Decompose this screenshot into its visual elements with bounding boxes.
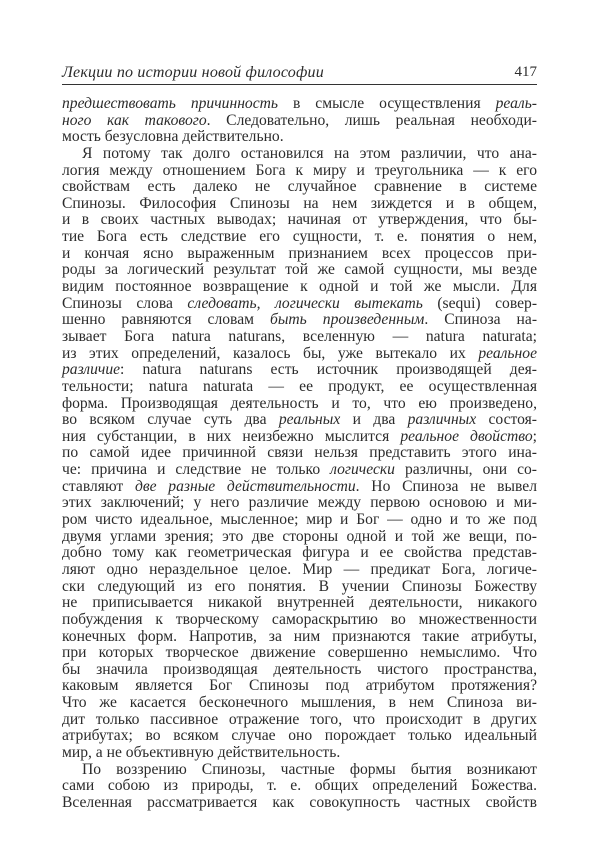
text-line [62, 745, 537, 762]
text-line [62, 612, 537, 629]
text: Спинозы. Философия Спинозы на нем зиждется и в общем, [62, 194, 537, 212]
text-line [62, 179, 537, 196]
text-line [62, 412, 537, 429]
text-line [62, 562, 537, 579]
text: и в своих частных выводах; начиная от утверждения, что бы- [62, 211, 537, 229]
text: бы значила производящая деятельность чистого пространства, [62, 660, 537, 678]
text-line [62, 196, 537, 213]
text: и кончая ясно выраженным признанием всех процессов при- [62, 244, 537, 262]
text-line [62, 512, 537, 529]
text: . Следовательно, лишь реальная необходи- [206, 111, 537, 129]
text-line [62, 462, 537, 479]
text: ; [532, 427, 537, 445]
text: различны, они со- [394, 461, 537, 479]
text: логия между отношением Бога к миру и треугольника — к его [62, 161, 537, 179]
text-line [62, 695, 537, 712]
text-line [62, 129, 537, 146]
text: добно тому как геометрическая фигура и ее свойства представ- [62, 544, 537, 562]
paragraph [62, 762, 537, 812]
text: роды за логический результат той же самой сущности, мы везде [62, 261, 537, 279]
italic-text: быть произведенным [270, 311, 425, 329]
page-body [62, 96, 537, 812]
text: двумя углами зрения; это две стороны одной и той же вещи, по- [62, 527, 537, 545]
text-line [62, 645, 537, 662]
italic-text: реальное двойство [400, 427, 533, 445]
text: Вселенная рассматривается как совокупность частных свойств [62, 793, 537, 811]
italic-text: реальных [278, 411, 341, 429]
text: . Но Спиноза не вывел [355, 477, 537, 495]
text-line [62, 579, 537, 596]
text: атрибутах; во всяком случае оно порождает только идеальный [62, 727, 537, 745]
italic-text: реальное [478, 344, 537, 362]
text-line [62, 212, 537, 229]
text-line [62, 545, 537, 562]
running-header [62, 64, 537, 85]
text: побуждения к творческому самораскрытию во множественности [62, 610, 537, 628]
text: тие Бога есть следствие его сущности, т. е. понятия о нем, [62, 228, 537, 246]
text: из этих определений, казалось бы, уже вытекало их [62, 344, 479, 362]
text-line [62, 113, 537, 130]
text: свойствам есть далеко не случайное сравнение в системе [62, 178, 537, 196]
italic-text: предшествовать причинность [62, 95, 278, 112]
text: зывает Бога natura naturans, вселенную — natura naturata; [62, 327, 537, 345]
text: Что же касается бесконечного мышления, в нем Спиноза ви- [62, 694, 537, 712]
running-title: Лекции по истории новой философии [62, 64, 324, 81]
text-line [62, 146, 537, 163]
text-line [62, 296, 537, 313]
text-line [62, 678, 537, 695]
text-line [62, 795, 537, 812]
text: во всяком случае суть два [62, 411, 279, 429]
text: . Спиноза на- [424, 311, 538, 329]
text-line [62, 762, 537, 779]
text: тельности; natura naturata — ее продукт, ее осуществленная [62, 377, 537, 395]
text-line [62, 529, 537, 546]
text: ром чисто идеальное, мысленное; мир и Бог — одно и то же под [62, 511, 537, 529]
text: (sequi) совер- [422, 294, 538, 312]
text-line [62, 778, 537, 795]
text: этих заключений; у него различие между первою основою и ми- [62, 494, 537, 512]
italic-text: ного как такового [62, 111, 207, 129]
text: сами собою из природы, т. е. общих определений Божества. [62, 777, 537, 795]
text: мир, а не объективную действительность. [62, 743, 341, 761]
text: форма. Производящая деятельность и то, что ею произведено, [62, 394, 537, 412]
text-line [62, 346, 537, 363]
text: ставляют [62, 477, 135, 495]
text: конечных форм. Напротив, за ним признаются такие атрибуты, [62, 627, 537, 645]
text-line [62, 312, 537, 329]
text-line [62, 262, 537, 279]
italic-text: две разные действительности [134, 477, 356, 495]
text-line [62, 362, 537, 379]
text-line [62, 396, 537, 413]
paragraph [62, 96, 537, 146]
text-line [62, 595, 537, 612]
text: ски следующий из его понятия. В учении Спинозы Божеству [62, 577, 537, 595]
text: ния субстанции, в них неизбежно мыслится [62, 427, 401, 445]
text-line [62, 662, 537, 679]
text: видим постоянное возвращение к одной и той же мысли. Для [62, 278, 537, 296]
text: в смысле осуществления [278, 95, 496, 112]
text-line [62, 163, 537, 180]
text: состоя- [476, 411, 537, 429]
italic-text: различных [407, 411, 477, 429]
text-line [62, 479, 537, 496]
text: мость безусловна действительно. [62, 128, 284, 146]
text: Я потому так долго остановился на этом различии, что ана- [82, 144, 537, 162]
text: дит только пассивное отражение того, что происходит в других [62, 710, 537, 728]
italic-text: следовать, логически вытекать [187, 294, 423, 312]
text: ляют одно нераздельное целое. Мир — предикат Бога, логиче- [62, 560, 537, 578]
text: при которых творческое движение совершенно немыслимо. Что [62, 644, 537, 662]
text: по самой идее причинной связи нельзя представить этого ина- [62, 444, 537, 462]
text: : natura naturans есть источник производящей дея- [120, 361, 537, 379]
text: и два [340, 411, 408, 429]
text-line [62, 279, 537, 296]
italic-text: реаль- [495, 95, 537, 112]
text-line [62, 429, 537, 446]
text-line [62, 712, 537, 729]
italic-text: логически [330, 461, 395, 479]
text-line [62, 379, 537, 396]
text: не приписывается никакой внутренней деятельности, никакого [62, 594, 537, 612]
text: че: причина и следствие не только [62, 461, 331, 479]
text: По воззрению Спинозы, частные формы бытия возникают [82, 760, 537, 778]
text-line [62, 229, 537, 246]
text-line [62, 728, 537, 745]
text-line [62, 495, 537, 512]
page-number: 417 [514, 64, 537, 80]
text: Спинозы слова [62, 294, 188, 312]
text-line [62, 629, 537, 646]
paragraph [62, 146, 537, 762]
text: каковым является Бог Спинозы под атрибутом протяжения? [62, 677, 537, 695]
text: шенно равняются словам [62, 311, 271, 329]
italic-text: различие [62, 361, 121, 379]
text-line [62, 329, 537, 346]
text-line [62, 445, 537, 462]
text-line [62, 96, 537, 113]
text-line [62, 246, 537, 263]
